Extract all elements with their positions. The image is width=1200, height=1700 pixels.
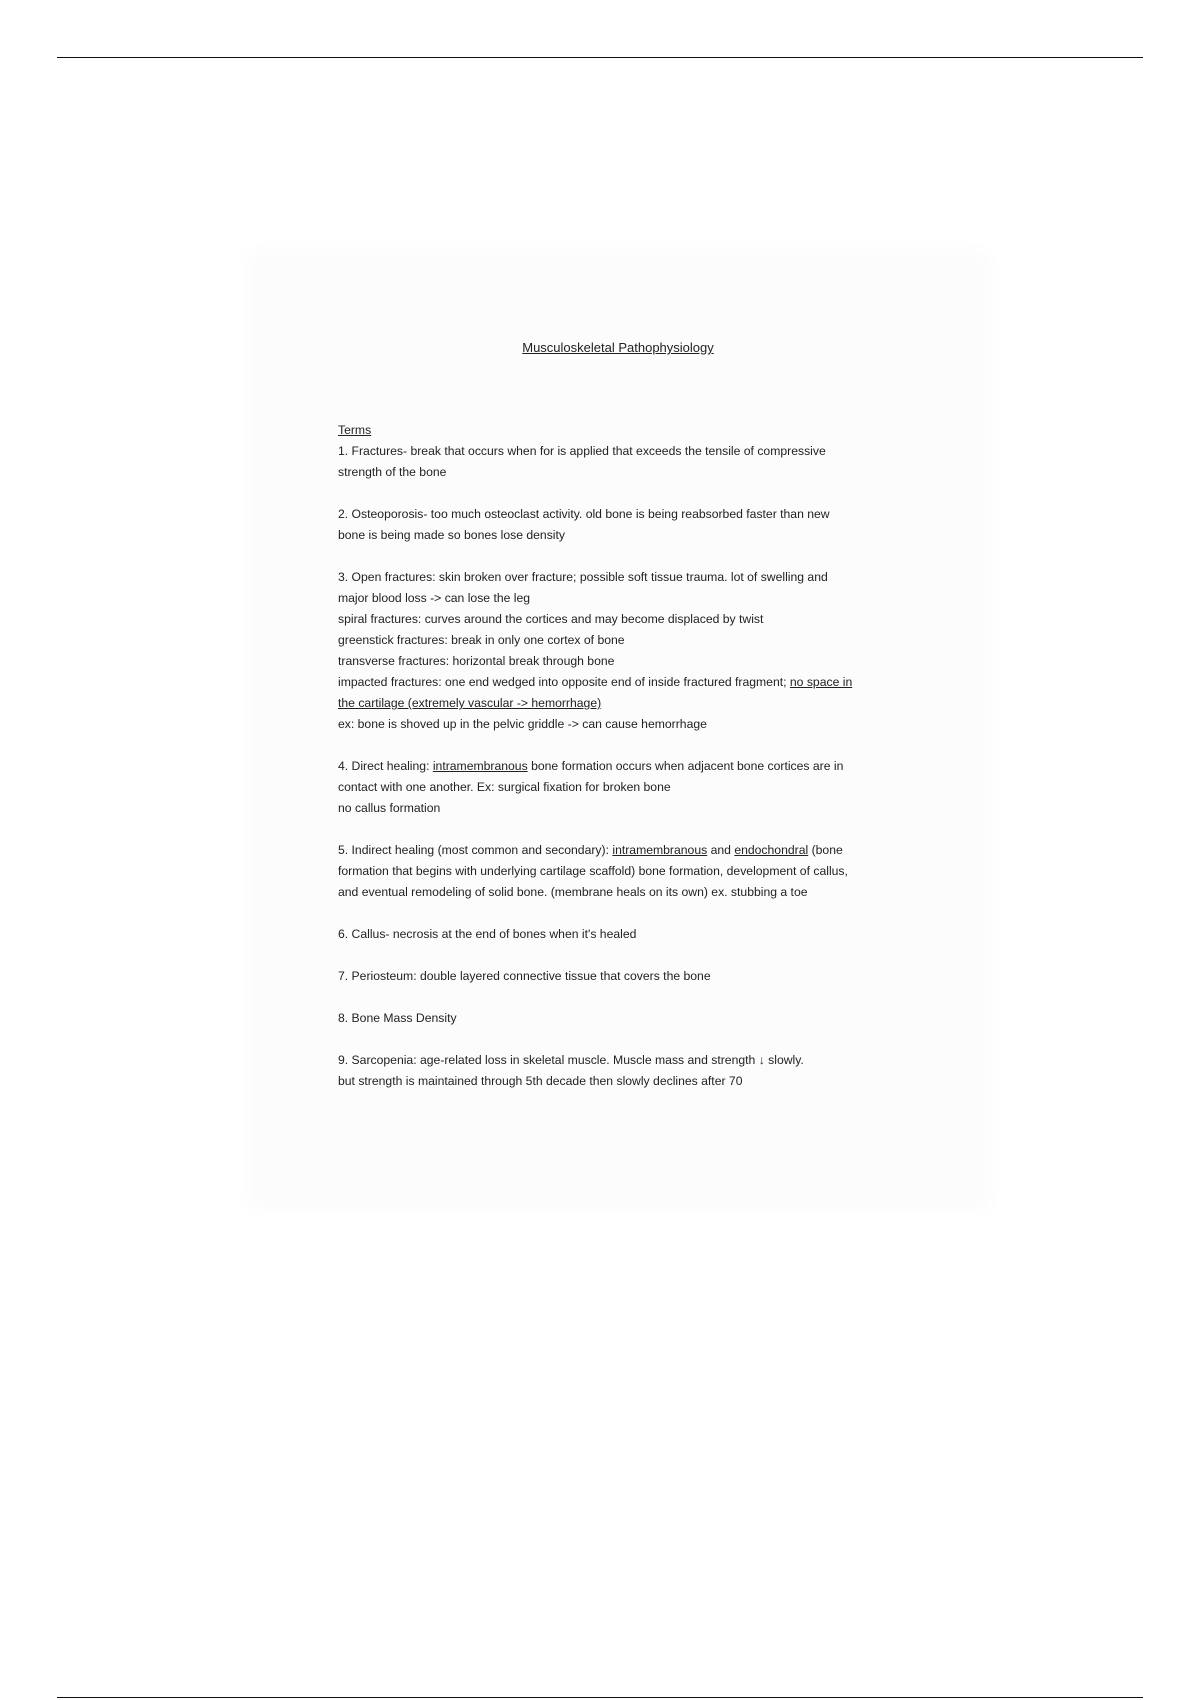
- term-line: spiral fractures: curves around the cortices and may become displaced by twist: [338, 612, 764, 626]
- term-line: bone is being made so bones lose density: [338, 528, 565, 542]
- top-rule: [57, 57, 1143, 58]
- term-item-1: [338, 441, 908, 483]
- document-title: Musculoskeletal Pathophysiology: [522, 340, 714, 355]
- term-item-4: [338, 756, 908, 819]
- underlined-line: the cartilage (extremely vascular -> hemorrhage): [338, 696, 602, 710]
- term-line: formation that begins with underlying cartilage scaffold) bone formation, development of callus,: [338, 864, 848, 878]
- notes-body: [338, 420, 908, 1092]
- term-item-5: [338, 840, 908, 903]
- underlined-text: no space in: [789, 675, 853, 689]
- underlined-text: intramembranous: [432, 759, 528, 773]
- term-text: 4. Direct healing:: [338, 759, 433, 773]
- term-item-2: [338, 504, 908, 546]
- term-text: impacted fractures: one end wedged into opposite end of inside fractured fragment;: [338, 675, 790, 689]
- underlined-text: endochondral: [734, 843, 809, 857]
- bottom-rule: [57, 1697, 1143, 1698]
- term-line: 1. Fractures- break that occurs when for is applied that exceeds the tensile of compressive: [338, 444, 826, 458]
- term-text: (bone: [808, 843, 843, 857]
- term-line: and eventual remodeling of solid bone. (membrane heals on its own) ex. stubbing a toe: [338, 885, 808, 899]
- term-line: 8. Bone Mass Density: [338, 1011, 457, 1025]
- term-item-9: [338, 1050, 908, 1092]
- term-line: contact with one another. Ex: surgical fixation for broken bone: [338, 780, 671, 794]
- term-item-6: [338, 924, 908, 945]
- term-line: transverse fractures: horizontal break through bone: [338, 654, 615, 668]
- term-line: [338, 672, 908, 693]
- term-line: 9. Sarcopenia: age-related loss in skeletal muscle. Muscle mass and strength ↓ slowly.: [338, 1053, 804, 1067]
- term-line: greenstick fractures: break in only one cortex of bone: [338, 633, 625, 647]
- term-line: 7. Periosteum: double layered connective tissue that covers the bone: [338, 969, 711, 983]
- term-line: major blood loss -> can lose the leg: [338, 591, 531, 605]
- term-line: no callus formation: [338, 801, 441, 815]
- term-text: bone formation occurs when adjacent bone cortices are in: [527, 759, 844, 773]
- term-line: [338, 840, 908, 861]
- term-item-8: [338, 1008, 908, 1029]
- term-line: ex: bone is shoved up in the pelvic griddle -> can cause hemorrhage: [338, 717, 707, 731]
- term-line: 3. Open fractures: skin broken over fracture; possible soft tissue trauma. lot of swelling and: [338, 570, 828, 584]
- terms-heading: Terms: [338, 423, 372, 437]
- term-text: and: [707, 843, 735, 857]
- term-line: 6. Callus- necrosis at the end of bones when it's healed: [338, 927, 637, 941]
- term-line: 2. Osteoporosis- too much osteoclast activity. old bone is being reabsorbed faster than new: [338, 507, 830, 521]
- term-item-7: [338, 966, 908, 987]
- underlined-text: intramembranous: [612, 843, 708, 857]
- term-item-3: [338, 567, 908, 735]
- term-line: [338, 756, 908, 777]
- term-text: 5. Indirect healing (most common and secondary):: [338, 843, 613, 857]
- term-line: but strength is maintained through 5th decade then slowly declines after 70: [338, 1074, 743, 1088]
- term-line: strength of the bone: [338, 465, 447, 479]
